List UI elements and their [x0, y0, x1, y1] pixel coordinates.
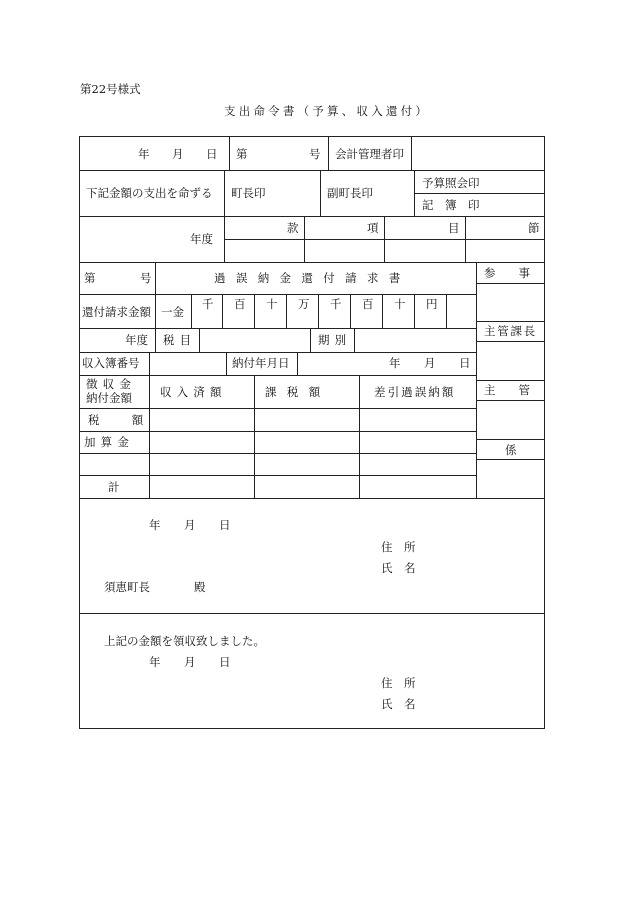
tax-amount-label: 税 額: [88, 413, 154, 427]
digit-label: 十: [394, 297, 406, 311]
rule: [465, 216, 466, 262]
tax-item-label: 税目: [163, 333, 197, 347]
rule: [446, 294, 447, 328]
net-overpaid-header: 差引過誤納額: [374, 385, 456, 399]
header-month: 月: [172, 147, 184, 161]
honorific: 殿: [194, 580, 206, 594]
rule: [226, 352, 227, 375]
payment-year: 年: [389, 356, 401, 370]
header-no-suffix: 号: [309, 147, 321, 161]
collected-amount-label: 徴収金: [86, 377, 137, 391]
rule: [79, 431, 476, 432]
rule: [350, 294, 351, 328]
rule: [476, 283, 545, 284]
rule: [79, 294, 476, 295]
rule: [149, 352, 150, 375]
claimant-address-label: 住 所: [381, 540, 416, 554]
receipt-name-label: 氏 名: [381, 697, 416, 711]
claimant-month: 月: [184, 518, 196, 532]
claimant-name-label: 氏 名: [381, 561, 416, 575]
page-title: 支出命令書（予算、収入還付）: [224, 104, 431, 118]
rule: [476, 459, 545, 460]
rule: [414, 170, 415, 216]
side-chief-section: 主管課長: [484, 324, 537, 338]
digit-label: 百: [234, 297, 246, 311]
rule: [222, 294, 223, 328]
rule: [79, 453, 476, 454]
rule: [476, 341, 545, 342]
order-text: 下記金額の支出を命ずる: [86, 186, 213, 200]
total-label: 計: [108, 480, 120, 494]
digit-label: 十: [266, 297, 278, 311]
rule: [79, 170, 545, 171]
rule: [79, 613, 545, 614]
rule: [476, 380, 545, 381]
rule: [304, 216, 305, 262]
rule: [476, 321, 545, 322]
rule: [79, 475, 476, 476]
side-reference: 参 事: [484, 266, 530, 280]
receipt-address-label: 住 所: [381, 676, 416, 690]
claim-no-prefix: 第: [84, 271, 96, 285]
receipt-day: 日: [219, 655, 231, 669]
received-amount-header: 収入済額: [160, 385, 227, 399]
ledger-seal-label: 記 簿 印: [422, 198, 480, 212]
rule: [359, 375, 360, 498]
rule: [320, 170, 321, 216]
vice-mayor-seal-label: 副町長印: [327, 186, 373, 200]
digit-label: 百: [362, 297, 374, 311]
receipt-month: 月: [184, 655, 196, 669]
rule: [79, 408, 476, 409]
side-clerk: 係: [505, 443, 517, 457]
payment-date-label: 納付年月日: [232, 356, 290, 370]
header-year: 年: [138, 147, 150, 161]
header-day: 日: [206, 147, 218, 161]
rule: [79, 498, 545, 499]
rule: [79, 352, 476, 353]
accountant-seal-label: 会計管理者印: [335, 147, 404, 161]
budget-kan: 款: [287, 221, 299, 235]
refund-amount-label: 還付請求金額: [82, 305, 151, 319]
rule: [414, 193, 545, 194]
rule: [229, 136, 230, 170]
period-label: 期別: [318, 333, 352, 347]
rule: [411, 136, 412, 170]
digit-label: 万: [298, 297, 310, 311]
header-no-prefix: 第: [236, 147, 248, 161]
rule: [318, 294, 319, 328]
rule: [199, 328, 200, 352]
rule: [414, 294, 415, 328]
budget-moku: 目: [448, 221, 460, 235]
budget-fiscal-year: 年度: [190, 232, 213, 246]
addressee: 須恵町長: [104, 580, 150, 594]
rule: [476, 262, 477, 498]
rule: [79, 216, 545, 217]
rule: [328, 136, 329, 170]
side-chief: 主 管: [484, 383, 530, 397]
rule: [79, 328, 476, 329]
rule: [476, 439, 545, 440]
assessed-amount-header: 課税額: [265, 385, 331, 399]
rule: [254, 375, 255, 498]
rule: [384, 216, 385, 262]
rule: [155, 328, 156, 352]
rule: [297, 352, 298, 375]
claimant-year: 年: [149, 518, 161, 532]
claim-doc-title: 過誤納金還付請求書: [214, 271, 411, 285]
rule: [155, 294, 156, 328]
rule: [224, 216, 225, 262]
receipt-ledger-label: 収入簿番号: [82, 356, 140, 370]
surcharge-label: 加算金: [84, 435, 135, 449]
budget-check-seal-label: 予算照会印: [422, 176, 480, 190]
payment-day: 日: [459, 356, 471, 370]
rule: [79, 375, 476, 376]
receipt-text: 上記の金額を領収致しました。: [104, 634, 265, 648]
rule: [310, 328, 311, 352]
budget-kou: 項: [367, 221, 379, 235]
digit-label: 円: [426, 297, 438, 311]
receipt-year: 年: [149, 655, 161, 669]
claimant-day: 日: [219, 518, 231, 532]
form-number: 第22号様式: [80, 82, 141, 96]
rule: [382, 294, 383, 328]
paid-amount-label: 納付金額: [86, 391, 132, 405]
rule: [224, 170, 225, 216]
rule: [155, 262, 156, 294]
digit-label: 千: [202, 297, 214, 311]
rule: [286, 294, 287, 328]
payment-month: 月: [424, 356, 436, 370]
claim-no-suffix: 号: [140, 271, 152, 285]
rule: [476, 400, 545, 401]
ikkin-label: 一金: [161, 305, 184, 319]
rule: [354, 328, 355, 352]
rule: [191, 294, 192, 328]
digit-label: 千: [330, 297, 342, 311]
mayor-seal-label: 町長印: [231, 186, 266, 200]
claim-fiscal-year: 年度: [125, 333, 148, 347]
rule: [149, 375, 150, 498]
rule: [254, 294, 255, 328]
budget-setsu: 節: [528, 221, 540, 235]
